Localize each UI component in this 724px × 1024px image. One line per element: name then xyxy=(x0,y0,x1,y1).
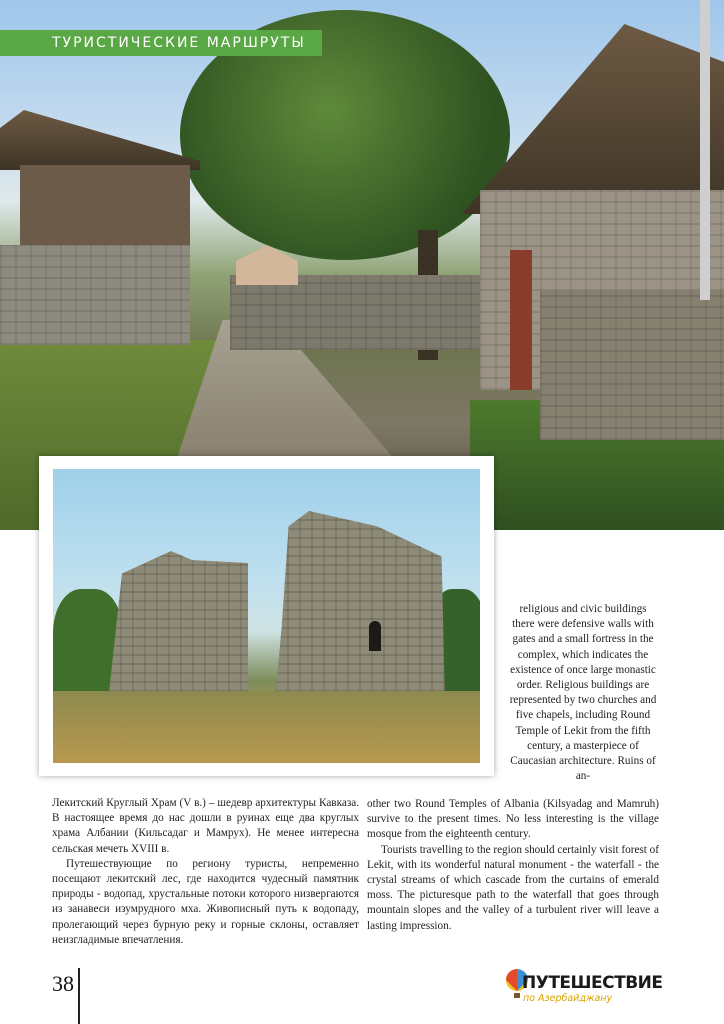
magazine-logo-subtitle: по Азербайджану xyxy=(523,993,613,1004)
lekit-round-temple-ruins-photo xyxy=(53,469,480,763)
russian-paragraph-1: Лекитский Круглый Храм (V в.) – шедевр архитектуры Кавказа. В настоящее время до нас дошли в руинах еще два круглых храма Албании (Кильсадаг и Мамрух). Не менее интересна сельская мечеть XVIII в. xyxy=(52,797,359,855)
left-house-wood xyxy=(20,165,190,245)
field xyxy=(53,691,480,763)
english-paragraph-2: Tourists travelling to the region should certainly visit forest of Lekit, with its wonderful natural monument - the waterfall - the crystal streams of which cascade from the curtains of emerald moss. The picturesque path to the waterfall that goes through mountain slopes and the valley of a turbulent river will leave a lasting impression. xyxy=(367,843,659,932)
page-number: 38 xyxy=(52,971,74,996)
utility-pole xyxy=(700,0,710,300)
left-house-roof xyxy=(0,110,200,170)
middle-stone-wall xyxy=(230,275,480,350)
section-title: ТУРИСТИЧЕСКИЕ МАРШРУТЫ xyxy=(52,35,306,51)
left-stone-wall xyxy=(0,245,190,345)
ruin-right xyxy=(275,511,445,701)
english-paragraph-narrow: religious and civic buildings there were defensive walls with gates and a small fortress in the complex, which indicates the existence of once large monastic order. Religious buildings are represented by two churches and five chapels, including Round Temple of Lekit from the fifth century, a masterpiece of Caucasian architecture. Ruins of an- xyxy=(509,603,657,783)
footer-divider xyxy=(78,968,80,1024)
english-text-narrow xyxy=(508,602,658,784)
english-paragraph-1: other two Round Temples of Albania (Kilsyadag and Mamruh) survive to the present times. No less interesting is the village mosque from the eighteenth century. xyxy=(367,798,659,841)
russian-paragraph-2: Путешествующие по региону туристы, непременно посещают лекитский лес, где находится чудесный памятник природы - водопад, хрустальные потоки которого низвергаются из занавеси изумрудного мха. Живописный путь к водопаду, пролегающий через бурную реку и горные склоны, оставляет неизгладимые впечатления. xyxy=(52,857,359,946)
inset-photo-frame xyxy=(39,456,494,776)
red-gate xyxy=(510,250,532,390)
russian-text-column xyxy=(52,796,359,948)
magazine-logo: ПУТЕШЕСТВИЕ xyxy=(522,973,663,993)
right-stone-wall xyxy=(540,290,724,440)
ruin-left xyxy=(108,551,248,701)
english-text-column xyxy=(367,797,659,934)
ruin-window xyxy=(369,621,381,651)
